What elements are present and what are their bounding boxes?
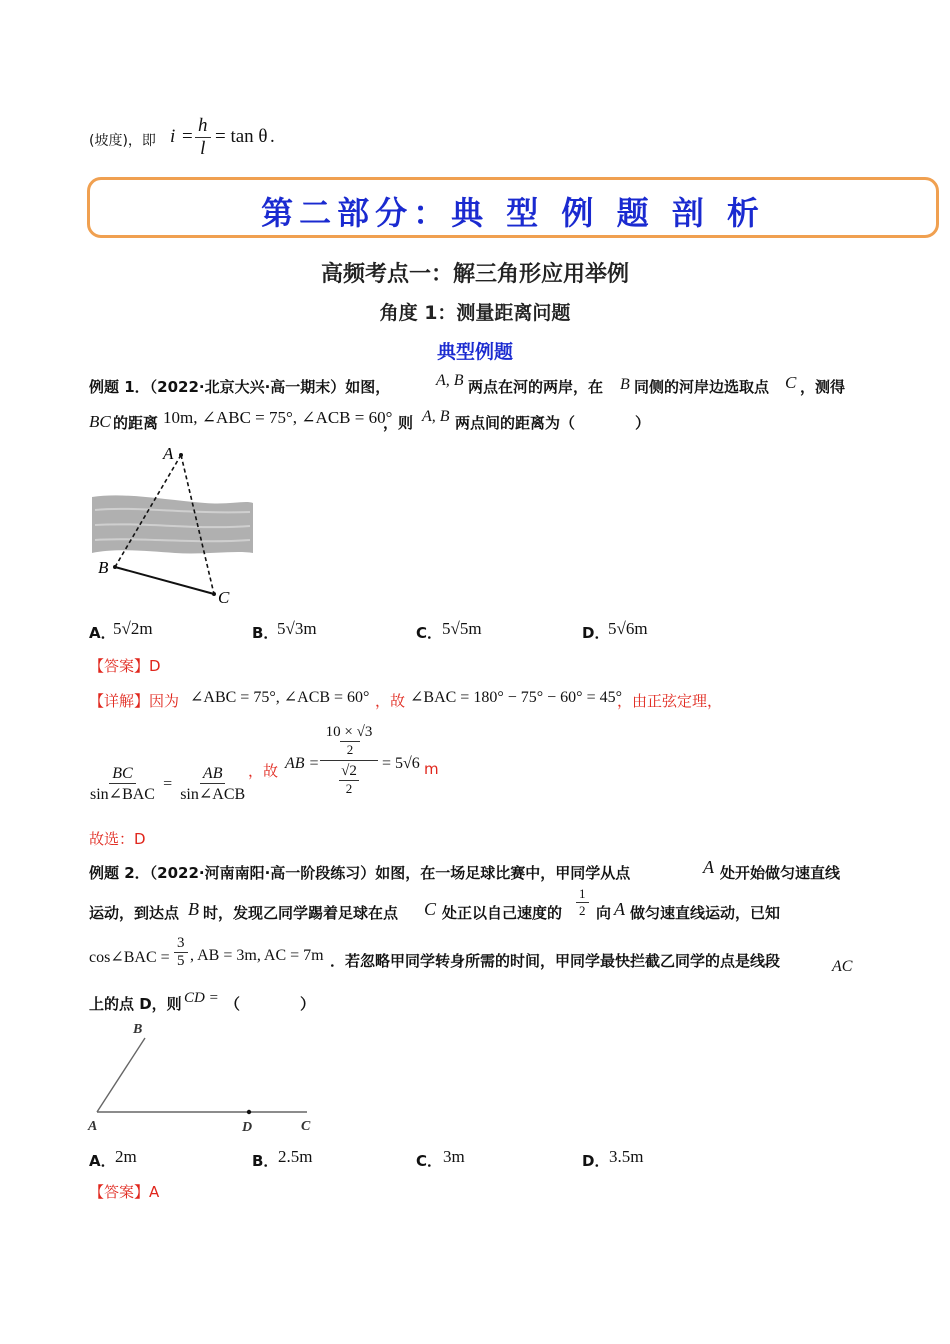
q1-t3: 同侧的河岸边选取点 — [634, 378, 770, 396]
law-eq: = — [163, 775, 173, 793]
q1-river-figure — [85, 440, 265, 610]
point-d — [247, 1110, 251, 1114]
q1-detail-prefix: 【详解】因为 — [89, 692, 180, 710]
q1-option-c-letter: C． — [416, 624, 443, 642]
q1-t5: 的距离 — [113, 414, 159, 432]
intro-eq: = — [182, 126, 193, 147]
q1-c1: C — [785, 373, 797, 392]
q1-bc: BC — [89, 412, 111, 431]
q1-detail-mid: ，故 — [375, 692, 406, 710]
law-lhs-den: sin∠BAC — [90, 786, 155, 803]
point-c — [212, 592, 216, 596]
label-a: A — [88, 1119, 98, 1134]
law-of-sines — [87, 765, 248, 804]
label-a: A — [163, 444, 174, 463]
q1-detail-calc: ∠BAC = 180° − 75° − 60° = 45° — [410, 689, 622, 706]
label-b: B — [133, 1022, 143, 1037]
q2-line2a: 运动，到达点 — [89, 904, 180, 922]
q1-option-d-letter: D． — [582, 624, 610, 642]
topic-heading: 高频考点一：解三角形应用举例 — [320, 262, 629, 287]
q2-line2e: 做匀速直线运动，已知 — [630, 904, 781, 922]
segment-ab — [97, 1038, 145, 1112]
q1-choose: 故选：D — [89, 830, 146, 848]
q1-detail-end: ，由正弦定理， — [617, 692, 723, 710]
intro-fraction — [195, 115, 211, 160]
q2-option-b-letter: B． — [252, 1152, 279, 1170]
q2-pc: C — [424, 899, 437, 919]
q1-detail-given: ∠ABC = 75°, ∠ACB = 60° — [190, 689, 370, 706]
intro-frac-num: h — [195, 115, 211, 138]
q1-t4: ，测得 — [800, 378, 846, 396]
q1-b1: B — [620, 376, 630, 393]
q2-line1b: 处开始做匀速直线 — [720, 864, 841, 882]
q2-pa2: A — [614, 899, 625, 919]
q2-pb: B — [188, 899, 199, 919]
q1-t2: 两点在河的两岸，在 — [468, 378, 604, 396]
big-fraction — [320, 724, 378, 797]
q2-option-d-letter: D． — [582, 1152, 610, 1170]
q1-option-a-value: 5√2m — [113, 619, 153, 638]
q2-line1a: 例题 2．（2022·河南南阳·高一阶段练习）如图，在一场足球比赛中，甲同学从点 — [89, 864, 631, 882]
q1-option-d-value: 5√6m — [608, 619, 648, 638]
intro-period: . — [270, 126, 275, 147]
law-rhs-num: AB — [200, 765, 226, 784]
label-c: C — [218, 588, 230, 607]
q2-field-figure — [85, 1018, 325, 1138]
label-b: B — [98, 558, 109, 577]
big-num-top: 10 × √3 — [325, 724, 373, 740]
q2-line4b: （ ） — [225, 995, 316, 1013]
label-c: C — [301, 1119, 311, 1134]
cos-num: 3 — [174, 935, 188, 953]
q1-ab1: A, B — [436, 372, 464, 389]
big-den-top: √2 — [320, 760, 378, 780]
intro-var-i: i — [170, 126, 176, 147]
q2-option-c-value: 3m — [443, 1147, 465, 1166]
section-banner — [87, 177, 939, 238]
q2-line2c: 处正以自己速度的 — [442, 904, 563, 922]
point-b — [113, 565, 117, 569]
q1-answer: 【答案】D — [89, 657, 161, 675]
intro-frac-den: l — [200, 138, 206, 159]
q1-so: ，故 — [248, 762, 279, 780]
q2-ac: AC — [832, 958, 853, 975]
q1-option-a-letter: A． — [89, 624, 116, 642]
q1-t6: ，则 — [383, 414, 414, 432]
law-rhs-den: sin∠ACB — [180, 786, 246, 803]
q1-ab-eq: AB = — [285, 755, 320, 772]
q2-line3b: ．若忽略甲同学转身所需的时间，甲同学最快拦截乙同学的点是线段 — [330, 952, 781, 970]
law-lhs-num: BC — [109, 765, 135, 784]
q2-option-a-value: 2m — [115, 1147, 137, 1166]
q2-half-fraction — [576, 886, 589, 919]
q1-title: 例题 1．（2022·北京大兴·高一期末）如图， — [89, 378, 391, 396]
q1-option-b-value: 5√3m — [277, 619, 317, 638]
q2-cos-lhs: cos∠BAC = — [89, 949, 170, 966]
q2-cos-rest: , AB = 3m, AC = 7m — [190, 947, 324, 964]
q2-cd: CD = — [184, 990, 219, 1006]
q2-option-a-letter: A． — [89, 1152, 116, 1170]
q1-result: = 5√6 — [382, 755, 420, 772]
banner-title: 第二部分：典 型 例 题 剖 析 — [261, 194, 765, 232]
big-den-bot: 2 — [339, 780, 359, 797]
cos-den: 5 — [177, 953, 185, 969]
angle-subheading: 角度 1：测量距离问题 — [379, 302, 571, 324]
q1-option-b-letter: B． — [252, 624, 279, 642]
q2-answer: 【答案】A — [89, 1183, 160, 1201]
q2-line2b: 时，发现乙同学踢着足球在点 — [203, 904, 399, 922]
intro-rhs: = tan θ — [215, 126, 268, 147]
q1-ab2: A, B — [422, 408, 450, 425]
big-num-bot: 2 — [340, 741, 360, 758]
q2-option-d-value: 3.5m — [609, 1147, 644, 1166]
half-den: 2 — [579, 903, 586, 918]
typical-examples-label: 典型例题 — [436, 341, 513, 363]
q2-line4a: 上的点 D，则 — [89, 995, 182, 1013]
q2-cos-fraction — [174, 935, 188, 970]
label-d: D — [242, 1120, 253, 1135]
segment-bc — [115, 567, 214, 594]
q2-pa: A — [703, 857, 714, 877]
point-a — [179, 453, 183, 457]
q2-option-c-letter: C． — [416, 1152, 443, 1170]
intro-prefix: (坡度)，即 — [89, 133, 156, 149]
q2-line2d: 向 — [596, 904, 612, 922]
q2-option-b-value: 2.5m — [278, 1147, 313, 1166]
q1-given: 10m, ∠ABC = 75°, ∠ACB = 60° — [163, 408, 393, 427]
q1-option-c-value: 5√5m — [442, 619, 482, 638]
q1-t7: 两点间的距离为（ ） — [455, 414, 651, 432]
q1-unit: m — [424, 760, 439, 778]
half-num: 1 — [576, 886, 589, 903]
